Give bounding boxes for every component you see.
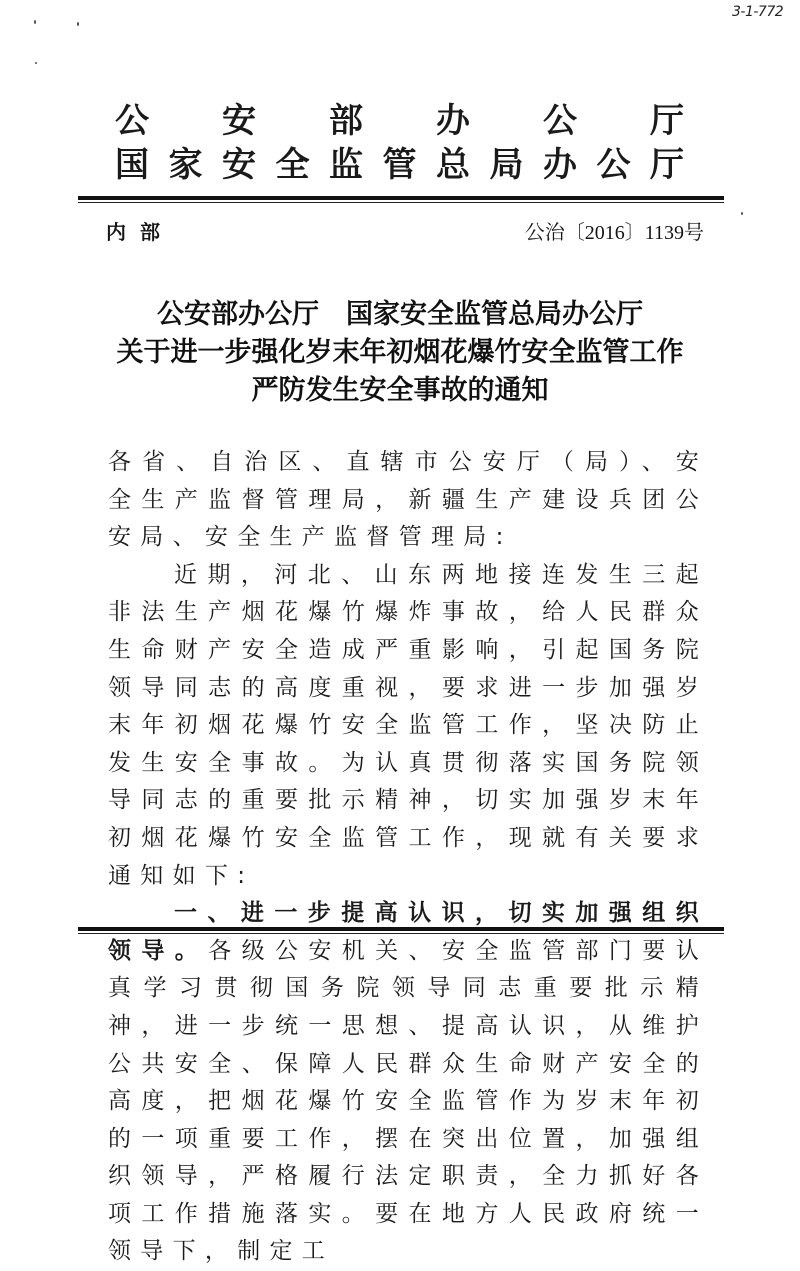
letterhead-char: 厅 [650, 145, 684, 185]
letterhead-char: 监 [329, 145, 363, 185]
letterhead-char: 部 [329, 101, 363, 141]
header-rule-thin [78, 202, 724, 203]
letterhead-char: 国 [115, 145, 149, 185]
letterhead-char: 全 [275, 145, 310, 185]
salutation: 各省、自治区、直辖市公安厅（局）、安全生产监督管理局，新疆生产建设兵团公安局、安全生产监督管理局: [108, 449, 708, 551]
letterhead-char: 公 [543, 101, 577, 141]
section-1 [108, 895, 708, 1271]
section-1-text: 各级公安机关、安全监管部门要认真学习贯彻国务院领导同志重要批示精神，进一步统一思想、提高认识，从维护公共安全、保障人民群众生命财产安全的高度，把烟花爆竹安全监管作为岁末年初的一项重要工作，摆在突出位置，加强组织领导，严格履行法定职责，全力抓好各项工作措施落实。要在地方人民政府统一领导下，制定工 [108, 937, 708, 1265]
scan-speck [35, 62, 37, 64]
scan-speck [34, 20, 36, 24]
document-title [60, 296, 740, 410]
paragraph-intro: 近期，河北、山东两地接连发生三起非法生产烟花爆竹爆炸事故，给人民群众生命财产安全造成严重影响，引起国务院领导同志的高度重视，要求进一步加强岁末年初烟花爆竹安全监管工作，坚决防止发生安全事故。为认真贯彻落实国务院领导同志的重要批示精神，切实加强岁末年初烟花爆竹安全监管工作，现就有关要求通知如下: [108, 561, 708, 889]
title-line-3: 严防发生安全事故的通知 [251, 375, 549, 406]
letterhead-char: 公 [596, 145, 631, 185]
letterhead-char: 局 [489, 145, 524, 185]
letterhead-line-1 [112, 101, 687, 141]
letterhead-char: 公 [115, 101, 149, 141]
header-rule-thick [78, 196, 724, 200]
handwritten-reference-number: 3-1-772 [732, 4, 784, 20]
letterhead-char: 厅 [650, 101, 684, 141]
section-1-heading: 一、进一步提高认识，切实加强组织领导。 [108, 900, 708, 964]
document-number: 公治〔2016〕1139号 [524, 222, 704, 244]
footer-rule-thick [78, 927, 724, 931]
scan-speck [77, 22, 79, 26]
letterhead-line-2 [112, 145, 687, 185]
letterhead-char: 安 [222, 145, 256, 185]
footer-rule-thin [78, 933, 724, 934]
letterhead-char: 办 [436, 101, 470, 141]
document-body [108, 444, 708, 1271]
letterhead-char: 管 [382, 145, 417, 185]
letterhead-char: 总 [436, 145, 470, 185]
letterhead-char: 家 [168, 145, 203, 185]
title-line-2: 关于进一步强化岁末年初烟花爆竹安全监管工作 [116, 337, 684, 368]
letterhead-char: 办 [543, 145, 577, 185]
scan-speck [741, 212, 743, 215]
classification-label: 内部 [106, 220, 174, 244]
letterhead-char: 安 [222, 101, 256, 141]
title-line-1: 公安部办公厅 国家安全监管总局办公厅 [157, 299, 643, 330]
